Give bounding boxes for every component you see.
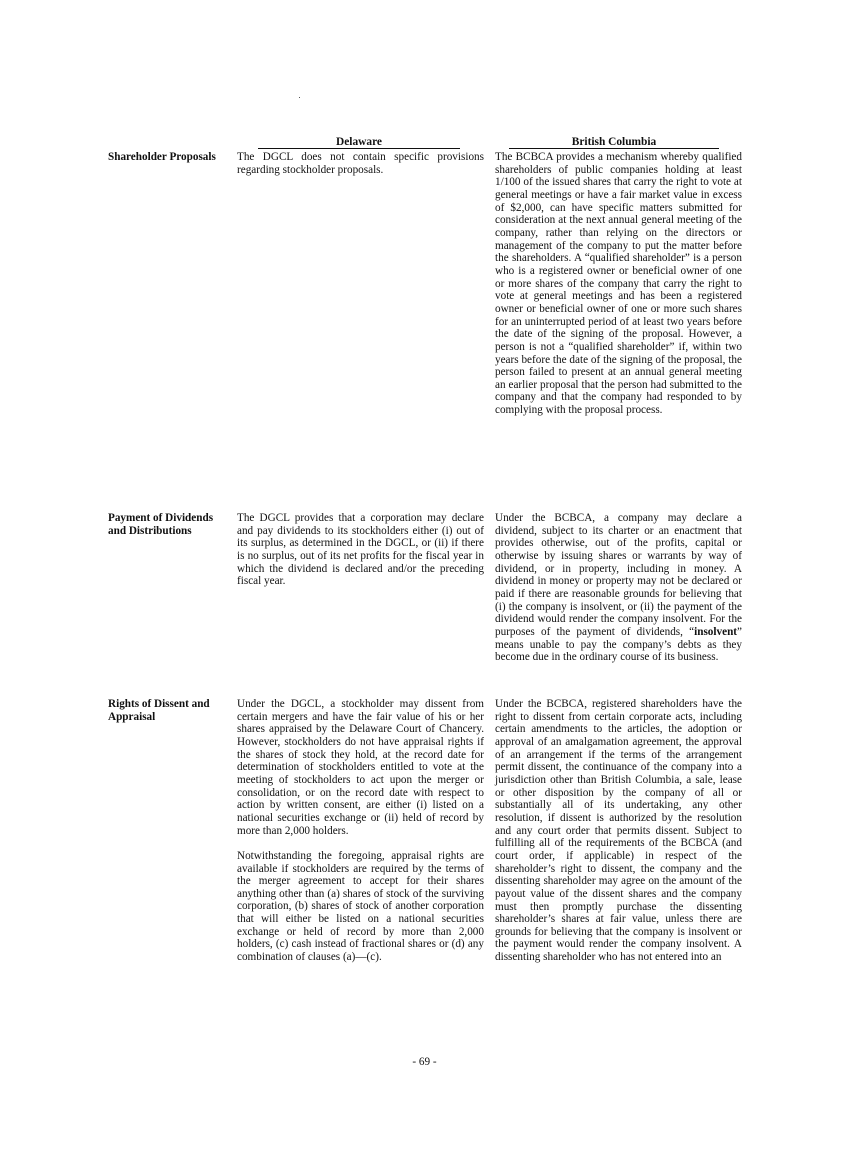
column-header-british-columbia [509, 136, 719, 148]
delaware-shareholder-proposals [237, 151, 484, 176]
delaware-dividends [237, 512, 484, 588]
paragraph: Under the BCBCA, registered shareholders have the right to dissent from certain corporate acts, including certain amendments to the articles, the adoption or approval of an amalgamation agreement, the approval of an arrangement if the terms of the arrangement permit dissent, the continuance of the company into a jurisdiction other than British Columbia, a sale, lease or other disposition by the company of all or substantially all of its undertaking, any other resolution, if dissent is authorized by the resolution and any court order that permits dissent. Subject to fulfilling all of the requirements of the BCBCA (and court order, if applicable) in respect of the shareholder’s right to dissent, the company and the dissenting shareholder may agree on the amount of the payout value of the dissent shares and the company must then promptly purchase the dissenting shareholder’s shares at fair value, unless there are grounds for believing that the company is insolvent or the payment would render the company insolvent. A dissenting shareholder who has not entered into an [495, 698, 742, 964]
row-label-shareholder-proposals: Shareholder Proposals [108, 151, 216, 163]
paragraph [495, 512, 742, 664]
page-number: - 69 - [412, 1056, 437, 1068]
column-header-delaware [258, 136, 460, 148]
paragraph: The BCBCA provides a mechanism whereby qualified shareholders of public companies holding at least 1/100 of the issued shares that carry the right to vote at general meetings or have a fair market value in excess of $2,000, can have specific matters submitted for consideration at the next annual general meeting of the company, rather than relying on the directors or management of the company to put the matter before the shareholders. A “qualified shareholder” is a person who is a registered owner or beneficial owner of one or more shares of the company that carry the right to vote at general meetings and has been a registered owner or beneficial owner of one or more such shares for an uninterrupted period of at least two years before the date of the signing of the proposal. However, a person is not a “qualified shareholder” if, within two years before the date of the signing of the proposal, the person failed to present at an annual general meeting an earlier proposal that the person had submitted to the company and that the company had responded to by complying with the proposal process. [495, 151, 742, 417]
row-label-dividends: Payment of Dividends and Distributions [108, 512, 214, 537]
bc-dividends [495, 512, 742, 664]
column-header-rule [509, 148, 719, 149]
text-run: Under the BCBCA, a company may declare a dividend, subject to its charter or an enactment that provides otherwise, out of the profits, capital or otherwise by issuing shares or warrants by way of dividend, or in property, including in money. A dividend in money or property may not be declared or paid if there are reasonable grounds for believing that (i) the company is insolvent, or (ii) the payment of the dividend would render the company insolvent. For the purposes of the payment of dividends, “ [495, 512, 742, 638]
defined-term-insolvent: insolvent [694, 625, 738, 638]
column-header-bc-text: British Columbia [571, 136, 657, 148]
column-header-rule [258, 148, 460, 149]
bc-dissent-appraisal [495, 698, 742, 964]
row-label-dissent-appraisal: Rights of Dissent and Appraisal [108, 698, 210, 723]
paragraph: Under the DGCL, a stockholder may dissent from certain mergers and have the fair value of his or her shares appraised by the Delaware Court of Chancery. However, stockholders do not have appraisal rights if the shares of stock they hold, at the record date for determination of stockholders entitled to vote at the meeting of stockholders to act upon the merger or consolidation, or on the record date with respect to action by written consent, are either (i) listed on a national securities exchange or (ii) held of record by more than 2,000 holders. [237, 698, 484, 837]
paragraph: The DGCL does not contain specific provisions regarding stockholder proposals. [237, 151, 484, 176]
column-header-delaware-text: Delaware [336, 136, 382, 148]
paragraph: Notwithstanding the foregoing, appraisal rights are available if stockholders are required by the terms of the merger agreement to accept for their shares anything other than (a) shares of stock of the surviving corporation, (b) shares of stock of another corporation that will either be listed on a national securities exchange or held of record by more than 2,000 holders, (c) cash instead of fractional shares or (d) any combination of clauses (a)—(c). [237, 849, 484, 964]
text-run: ” means unable to pay the company’s debts as they become due in the ordinary course of its business. [495, 625, 742, 664]
stray-mark [299, 97, 300, 98]
paragraph: The DGCL provides that a corporation may declare and pay dividends to its stockholders either (i) out of its surplus, as determined in the DGCL, or (ii) if there is no surplus, out of its net profits for the fiscal year in which the dividend is declared and/or the preceding fiscal year. [237, 512, 484, 588]
delaware-dissent-appraisal [237, 698, 484, 964]
bc-shareholder-proposals [495, 151, 742, 417]
